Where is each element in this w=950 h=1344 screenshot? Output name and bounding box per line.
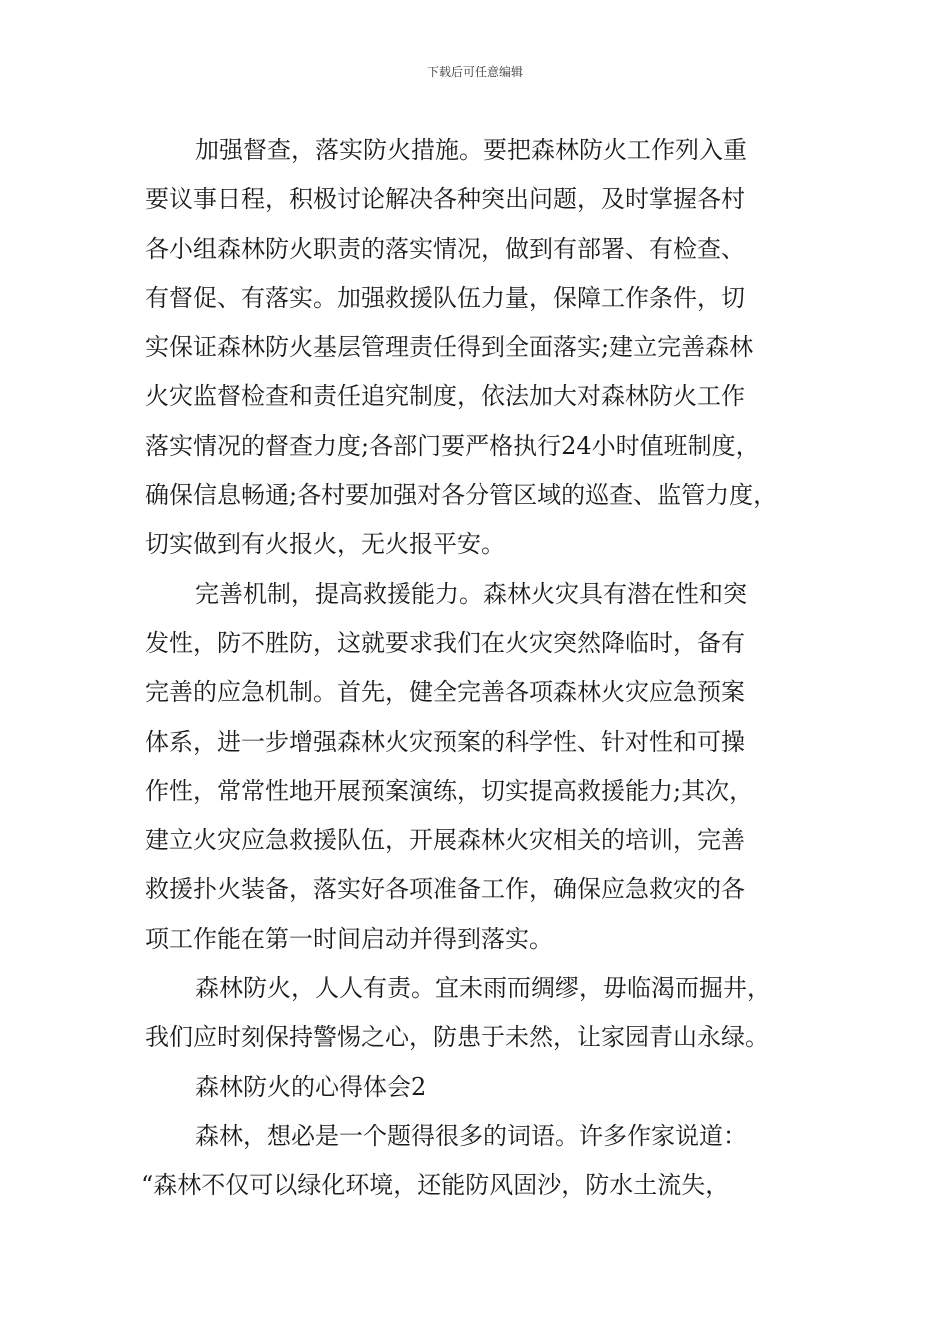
text-line: 有督促、有落实。加强救援队伍力量，保障工作条件，切 (145, 283, 745, 312)
text-line: 切实做到有火报火，无火报平安。 (145, 530, 505, 559)
text-line: 救援扑火装备，落实好各项准备工作，确保应急救灾的各 (145, 875, 745, 904)
paragraph-first-line: 森林防火，人人有责。宜未雨而绸缪，毋临渴而掘井， (195, 974, 771, 1003)
document-body (141, 126, 817, 1211)
page-header: 下载后可任意编辑 (426, 65, 523, 79)
text-line: 要议事日程，积极讨论解决各种突出问题，及时掌握各村 (145, 185, 745, 214)
text-line: 完善的应急机制。首先，健全完善各项森林火灾应急预案 (145, 678, 745, 707)
text-line: 各小组森林防火职责的落实情况，做到有部署、有检查、 (145, 234, 745, 263)
paragraph-first-line: 森林，想必是一个题得很多的词语。许多作家说道： (195, 1121, 747, 1150)
text-line: 项工作能在第一时间启动并得到落实。 (145, 924, 553, 953)
paragraph-first-line: 加强督查，落实防火措施。要把森林防火工作列入重 (195, 136, 747, 164)
text-line: 我们应时刻保持警惕之心，防患于未然，让家园青山永绿。 (145, 1023, 769, 1052)
text-line: 建立火灾应急救援队伍，开展森林火灾相关的培训，完善 (145, 826, 745, 855)
text-line: 体系，进一步增强森林火灾预案的科学性、针对性和可操 (145, 727, 745, 756)
paragraph-first-line: 森林防火的心得体会2 (195, 1072, 427, 1101)
text-line: 落实情况的督查力度;各部门要严格执行24小时值班制度， (145, 431, 760, 460)
paragraph-first-line: 完善机制，提高救援能力。森林火灾具有潜在性和突 (195, 579, 747, 608)
text-line: 实保证森林防火基层管理责任得到全面落实;建立完善森林 (145, 333, 754, 362)
text-line: 发性，防不胜防，这就要求我们在火灾突然降临时，备有 (145, 628, 745, 657)
text-line: 确保信息畅通;各村要加强对各分管区域的巡查、监管力度， (145, 481, 778, 510)
text-line: 火灾监督检查和责任追究制度，依法加大对森林防火工作 (145, 382, 745, 411)
text-line: “森林不仅可以绿化环境，还能防风固沙，防水土流失， (141, 1171, 730, 1200)
text-line: 作性，常常性地开展预案演练，切实提高救援能力;其次， (145, 776, 754, 805)
